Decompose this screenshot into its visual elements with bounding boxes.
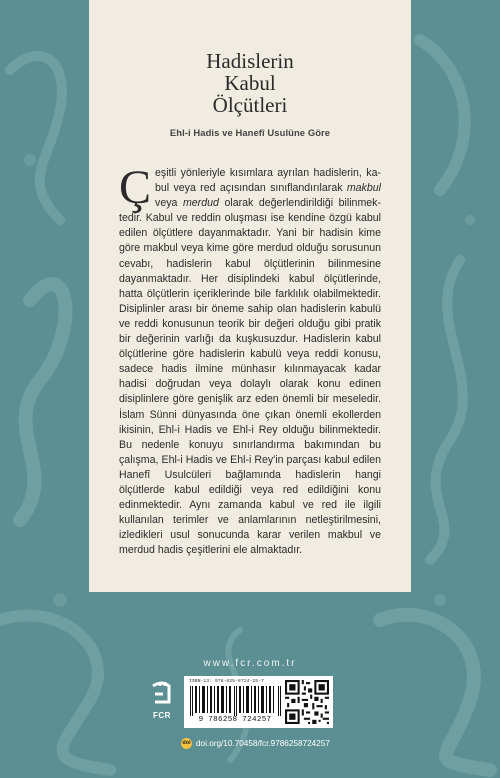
doi-row[interactable] <box>181 736 330 750</box>
qr-code-icon[interactable] <box>285 680 329 724</box>
isbn-label: ISBN-13: 978-625-8724-25-7 <box>189 679 264 684</box>
book-title <box>89 50 411 116</box>
barcode-icon <box>190 686 282 716</box>
blurb-line-2: bul veya red açısından sınıflandırılarak <box>155 182 343 195</box>
title-line-2: Kabul <box>224 71 276 95</box>
drop-cap: Ç <box>119 161 152 214</box>
isbn-barcode-box <box>184 676 333 728</box>
back-cover-panel <box>89 0 411 592</box>
doi-link[interactable]: doi.org/10.70458/fcr.9786258724257 <box>196 738 330 748</box>
doi-icon: doi <box>181 738 192 749</box>
blurb-rest: tedir. Kabul ve reddin oluşması ise kendine özgü kabul edilen ölçütlere dayanmaktadır. Yani bir hadisin kime göre makbul veya kime göre merdud olduğu sorusunun cevabı, hadislerin kabul ölçütlerinin bilinmesine dayanmaktadır. Her disiplindeki kabul ölçütlerinde, hatta ölçütlerin içeriklerinde bile farklılık olabilmektedir. Disiplinler arası bir öneme sahip olan hadislerin kabulü ve reddi konusunun teorik bir değeri olduğu gibi pratik bir değerinin varlığı da kuşkusuzdur. Hadislerin kabul ölçütlerine göre hadislerin kabulü veya reddi konusu, sadece hadis ilmine münhasır kılınmayacak kadar hadisi doğrudan veya dolaylı olarak konu edinen disiplinlere göre genişlik arz eden önemli bir meseledir. İslam Sünni dünyasında öne çıkan önemli ekollerden ikisinin, Ehl-i Hadis ve Ehl-i Rey olduğu bilinmektedir. Bu nedenle konuyu sınırlandırma bakımından bu çalışma, Ehl-i Hadis ve Ehl-i Rey'in parçası kabul edilen Hanefî Usulcüleri bağlamında hadislerin hangi ölçütlerde kabul edildiği veya red edildiğini konu edinmektedir. Aynı zamanda kabul ve red ile ilgili kullanılan terimler ve anlamlarının netleştirilmesini, izledikleri usul sonucunda karar verilen makbul ve merdud hadis çeşitlerini ele almaktadır. <box>119 212 381 557</box>
publisher-logo-text: FCR <box>153 711 171 720</box>
blurb-line-1: eşitli yönleriyle kısımlara ayrılan hadislerin, ka- <box>155 167 381 179</box>
blurb-text <box>119 161 381 558</box>
blurb-word-veya: veya <box>155 197 178 210</box>
book-subtitle: Ehl-i Hadis ve Hanefî Usulüne Göre <box>169 127 331 138</box>
title-line-3: Ölçütleri <box>212 93 288 117</box>
barcode-number: 9 786258 724257 <box>198 716 272 724</box>
publisher-website[interactable]: www.fcr.com.tr <box>203 658 297 669</box>
blurb-italic-makbul: makbul <box>346 182 381 195</box>
blurb-line-3: olarak değerlendirildiği bilinmek- <box>224 197 381 210</box>
blurb-italic-merdud: merdud <box>182 197 219 210</box>
title-line-1: Hadislerin <box>206 49 294 73</box>
